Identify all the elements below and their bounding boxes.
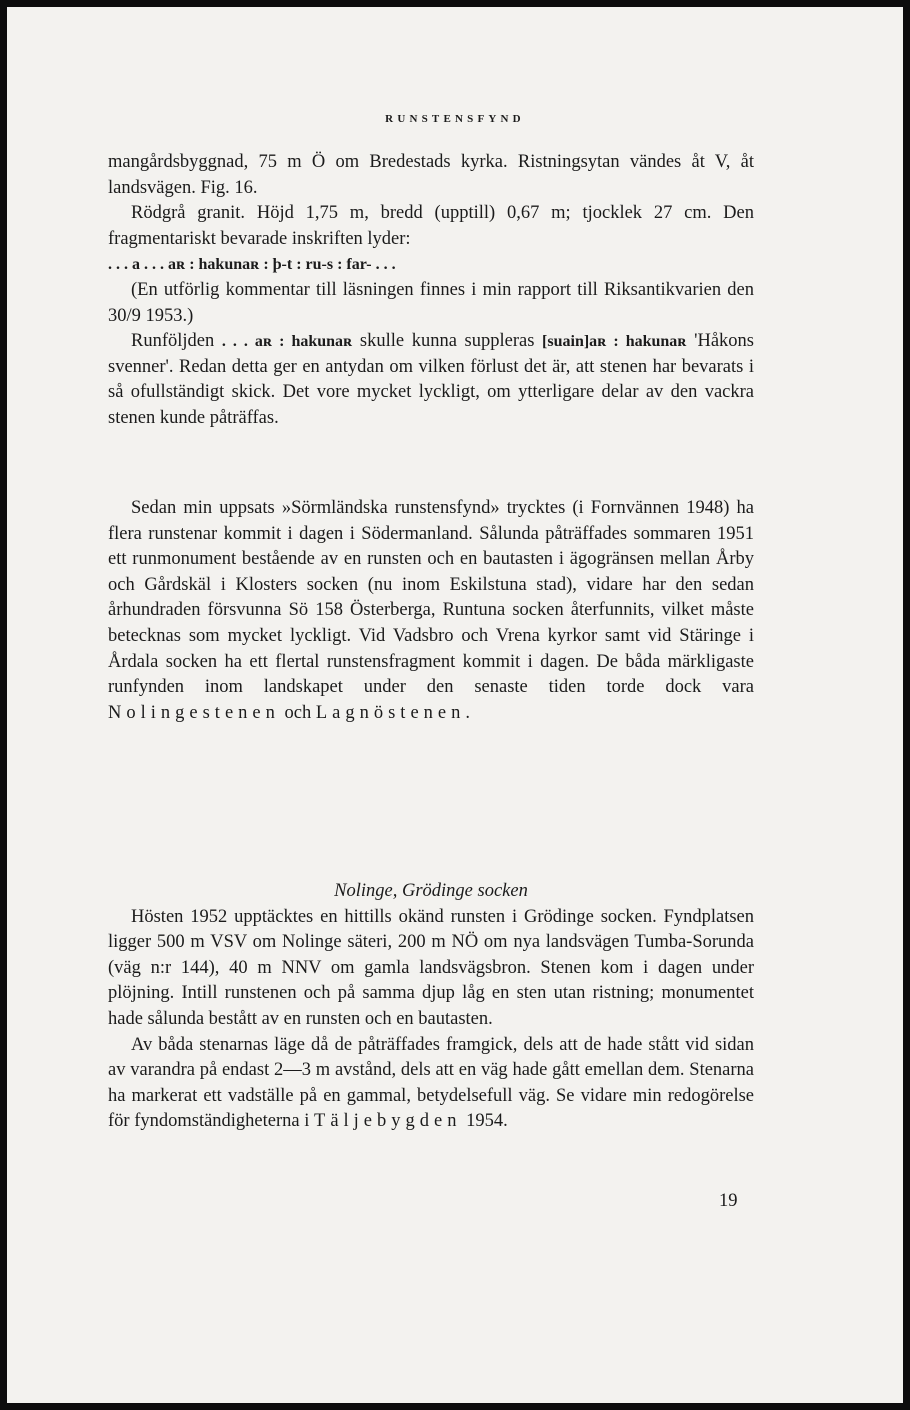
text-block-bottom <box>108 879 754 1135</box>
paragraph-discovery: Hösten 1952 upptäcktes en hittills okänd runsten i Grödinge socken. Fyndplatsen ligger 500 m VSV om Nolinge säteri, 200 m NÖ om nya landsvägen Tumba-Sorunda (väg n:r 144), 40 m NNV om gamla landsvägsbron. Stenen kom i dagen under plöjning. Intill runstenen och på samma djup låg en sten utan ristning; monumentet hade sålunda bestått av en runsten och en bautasten. <box>108 906 754 1029</box>
paragraph-location: mangårdsbyggnad, 75 m Ö om Bredestads kyrka. Ristningsytan vändes åt V, åt landsvägen. Fig. 16. <box>108 152 754 198</box>
journal-name: Täljebygden <box>314 1111 462 1132</box>
text-span: och <box>279 702 316 723</box>
text-span: 1954. <box>461 1111 508 1132</box>
text-block-top <box>108 150 754 432</box>
section-heading: Nolinge, Grödinge socken <box>334 881 528 901</box>
text-span: 'Håkons svenner'. Redan detta ger en antydan om vilken förlust det är, att stenen har bevarats i så ofullständigt skick. Det vore mycket lyckligt, om ytterligare delar av den vackra stenen kunde påträffas. <box>108 331 755 428</box>
text-span: skulle kunna suppleras <box>352 331 543 352</box>
stone-name-nolinge: Nolingestenen <box>108 702 280 723</box>
paragraph-position <box>108 1033 754 1135</box>
rune-reading: . . . a . . . aʀ : hakunaʀ : þ-t : ru-s : far- . . . <box>108 256 396 274</box>
paragraph-description: Rödgrå granit. Höjd 1,75 m, bredd (upptill) 0,67 m; tjocklek 27 cm. Den fragmentariskt bevarade inskriften lyder: <box>108 203 754 249</box>
text-span: Runföljden <box>131 331 222 352</box>
text-span: Sedan min uppsats »Sörmländska runstensfynd» trycktes (i Fornvännen 1948) ha flera runstenar kommit i dagen i Södermanland. Sålunda påträffades sommaren 1951 ett runmonument bestående av en runsten och en bautasten i ägogränsen mellan Årby och Gårdskäl i Klosters socken (nu inom Eskilstuna stad), vidare har den sedan århundraden försvunna Sö 158 Österberga, Runtuna socken återfunnits, vilket måste betecknas som mycket lyckligt. Vid Vadsbro och Vrena kyrkor samt vid Stäringe i Årdala socken ha ett flertal runstensfragment kommit i dagen. De båda märkligaste runfynden inom landskapet under den senaste tiden torde dock vara <box>108 498 754 698</box>
running-header: RUNSTENSFYND <box>385 113 525 125</box>
rune-span: [suain]aʀ : hakunaʀ <box>542 333 687 351</box>
paragraph-new-finds <box>108 496 754 726</box>
paragraph-commentary: (En utförlig kommentar till läsningen finnes i min rapport till Riksantikvarien den 30/9 1953.) <box>108 279 754 326</box>
stone-name-lagno: Lagnöstenen <box>315 702 466 723</box>
text-block-middle <box>108 496 754 726</box>
page-number: 19 <box>719 1191 738 1211</box>
book-page <box>7 7 903 1403</box>
paragraph-runfoljden <box>108 329 754 431</box>
text-span: Av båda stenarnas läge då de påträffades framgick, dels att de hade stått vid sidan av varandra på endast 2—3 m avstånd, dels att en väg hade gått emellan dem. Stenarna ha markerat ett vadställe på en gammal, betydelsefull väg. Se vidare min redogörelse för fyndomständigheterna i <box>108 1034 754 1132</box>
text-span: . <box>465 702 470 723</box>
rune-span: . . . aʀ : hakunaʀ <box>221 333 353 351</box>
rune-inscription <box>108 252 754 278</box>
